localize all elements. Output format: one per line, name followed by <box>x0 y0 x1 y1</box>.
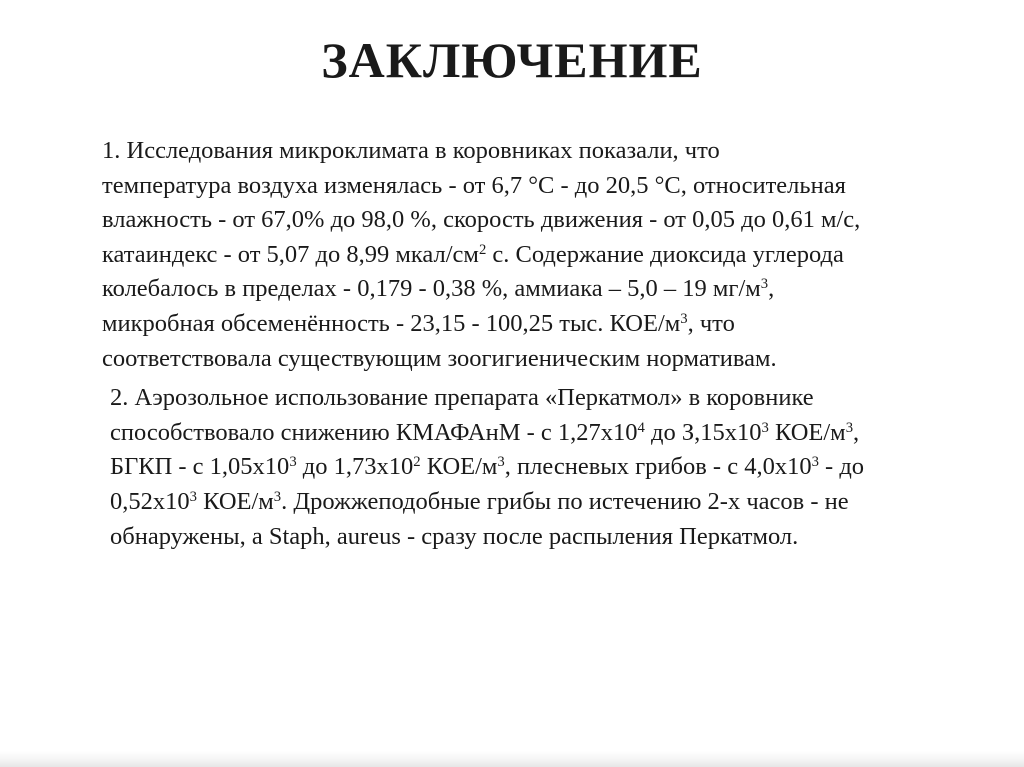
text-line <box>84 485 984 520</box>
text-line <box>84 381 984 416</box>
slide-body <box>84 134 984 554</box>
text-segment: температура воздуха изменялась - от 6,7 °С - до 20,5 °С, относительная <box>102 171 846 199</box>
superscript: 3 <box>761 419 769 436</box>
text-line <box>84 450 984 485</box>
conclusion-paragraph-2 <box>84 381 984 554</box>
text-segment: КОЕ/м <box>196 487 274 515</box>
text-line <box>84 272 984 307</box>
text-line <box>84 134 984 169</box>
text-segment: - до <box>818 453 865 481</box>
superscript: 3 <box>273 488 282 505</box>
text-line <box>84 307 984 342</box>
text-line <box>84 342 984 377</box>
text-segment: микробная обсеменённость - 23,15 - 100,25 тыс. КОЕ/м <box>102 309 681 337</box>
text-segment: , <box>768 275 775 303</box>
superscript: 3 <box>811 454 819 471</box>
text-segment: способствовало снижению КМАФАнМ - с 1,27х10 <box>110 418 638 446</box>
text-segment: с. Содержание диоксида углерода <box>486 240 844 268</box>
superscript: 3 <box>760 276 769 293</box>
text-segment: , <box>853 418 860 446</box>
slide-title: ЗАКЛЮЧЕНИЕ <box>321 32 703 88</box>
text-segment: . Дрожжеподобные грибы по истечению 2-х часов - не <box>281 487 849 515</box>
text-segment: катаиндекс - от 5,07 до 8,99 мкал/см <box>102 240 479 268</box>
text-line <box>84 169 984 204</box>
text-segment: влажность - от 67,0% до 98,0 %, скорость движения - от 0,05 до 0,61 м/с, <box>102 206 861 234</box>
text-segment: обнаружены, а Staph, aureus - сразу после распыления Перкатмол. <box>110 522 799 550</box>
superscript: 3 <box>845 419 854 436</box>
text-segment: до З,15х10 <box>644 418 762 446</box>
text-segment: 0,52х10 <box>110 487 190 515</box>
text-segment: БГКП - с 1,05х10 <box>110 453 290 481</box>
superscript: 3 <box>680 310 688 327</box>
superscript: 2 <box>478 241 487 258</box>
text-segment: колебалось в пределах - 0,179 - 0,38 %, аммиака – 5,0 – 19 мг/м <box>102 275 761 303</box>
text-segment: соответствовала существующим зоогигиеническим нормативам. <box>102 344 777 372</box>
superscript: 3 <box>289 454 297 471</box>
slide-bottom-shadow <box>0 751 1024 767</box>
text-segment: , что <box>687 309 735 337</box>
text-line <box>84 520 984 555</box>
text-segment: 2. Аэрозольное использование препарата «Перкатмол» в коровнике <box>110 384 814 412</box>
text-segment: до 1,73х10 <box>296 453 414 481</box>
text-segment: КОЕ/м <box>768 418 846 446</box>
superscript: 2 <box>413 454 421 471</box>
text-line <box>84 203 984 238</box>
text-line <box>84 416 984 451</box>
superscript: 3 <box>497 454 505 471</box>
text-line <box>84 238 984 273</box>
text-segment: 1. Исследования микроклимата в коровниках показали, что <box>102 137 720 164</box>
superscript: 4 <box>637 419 645 436</box>
text-segment: КОЕ/м <box>420 453 498 481</box>
superscript: 3 <box>189 488 197 505</box>
text-segment: , плесневых грибов - с 4,0х10 <box>504 453 812 481</box>
conclusion-paragraph-1 <box>84 134 984 376</box>
